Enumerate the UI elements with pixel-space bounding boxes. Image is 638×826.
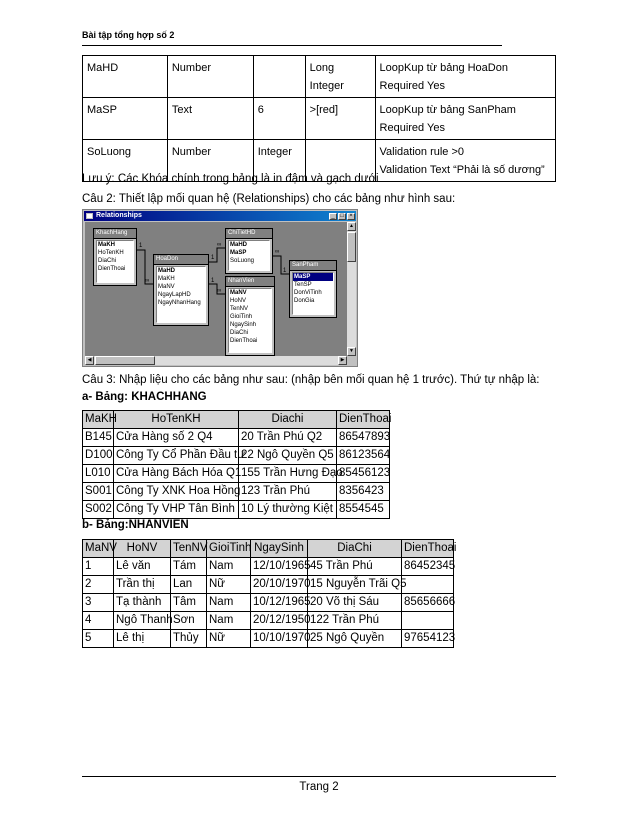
table-cell: 5 [83, 630, 114, 648]
column-header: NgaySinh [251, 540, 308, 558]
field-type-cell: Number [167, 56, 253, 98]
table-box-field[interactable]: MaKH [158, 276, 175, 282]
table-cell [402, 612, 454, 630]
field-name-cell: SoLuong [83, 140, 168, 182]
khachhang-row [83, 447, 390, 465]
khachhang-row [83, 483, 390, 501]
table-box-nhanvien[interactable] [225, 276, 275, 356]
cardinality-many-label: ∞ [217, 288, 222, 294]
table-cell: 2 [83, 576, 114, 594]
table-cell: 4 [83, 612, 114, 630]
table-cell: 45 Trần Phú [308, 558, 402, 576]
column-header: HoTenKH [114, 411, 239, 429]
field-name-cell: MaHD [83, 56, 168, 98]
field-row [83, 56, 556, 98]
table-cell: Ngô Thanh [114, 612, 171, 630]
table-cell: Nam [207, 612, 251, 630]
table-cell: Công Ty Cổ Phần Đầu tư [114, 447, 239, 465]
column-header: Diachi [239, 411, 337, 429]
table-cell: Lê thị [114, 630, 171, 648]
table-box-field[interactable]: MaSP [293, 273, 333, 281]
column-header: DiaChi [308, 540, 402, 558]
table-cell: Nữ [207, 576, 251, 594]
relationships-window [82, 209, 358, 367]
table-cell: Nam [207, 558, 251, 576]
field-notes-cell [375, 140, 555, 182]
field-size-cell: Integer [253, 140, 305, 182]
table-box-sanpham[interactable] [289, 260, 337, 318]
table-box-field[interactable]: TenNV [230, 306, 249, 312]
column-header: DienThoai [337, 411, 390, 429]
khachhang-heading: a- Bảng: KHACHHANG [82, 391, 207, 403]
field-format-cell [305, 98, 375, 140]
table-cell: 86123564 [337, 447, 390, 465]
table-header-row [83, 411, 390, 429]
table-cell: Cửa Hàng số 2 Q4 [114, 429, 239, 447]
field-definition-table [82, 55, 556, 182]
table-cell: Công Ty XNK Hoa Hồng [114, 483, 239, 501]
table-cell: Thủy [171, 630, 207, 648]
key-note: Lưu ý: Các Khóa chính trong bảng là in đậm và gạch dưới [82, 173, 379, 185]
table-box-title[interactable]: KhachHang [94, 229, 136, 239]
table-cell: Nam [207, 594, 251, 612]
table-box-title[interactable]: HoaDon [154, 255, 208, 265]
vertical-scroll-thumb[interactable] [347, 232, 356, 262]
table-cell: S001 [83, 483, 114, 501]
header-divider [82, 45, 502, 46]
field-notes-cell-line: Validation rule >0 [379, 146, 465, 158]
nhanvien-row [83, 594, 454, 612]
khachhang-row [83, 501, 390, 519]
table-box-field[interactable]: DonViTinh [294, 290, 322, 296]
column-header: MaNV [83, 540, 114, 558]
field-notes-cell-line: LoopKup từ bảng SanPham [379, 104, 516, 116]
table-cell: Công Ty VHP Tân Bình [114, 501, 239, 519]
table-cell: 12/10/1965 [251, 558, 308, 576]
table-cell: 22 Ngô Quyền Q5 [239, 447, 337, 465]
relationships-titlebar [84, 211, 356, 221]
scroll-up-icon[interactable]: ▲ [347, 222, 356, 231]
table-box-field[interactable]: SoLuong [230, 258, 255, 264]
table-box-khachhang[interactable] [93, 228, 137, 286]
table-box-field[interactable]: DienThoai [98, 266, 126, 272]
field-size-cell: 6 [253, 98, 305, 140]
table-cell: 8554545 [337, 501, 390, 519]
table-box-field[interactable]: NgayNhanHang [158, 300, 201, 306]
nhanvien-table [82, 539, 457, 648]
field-row [83, 98, 556, 140]
cardinality-one-label: 1 [211, 255, 215, 261]
nhanvien-row [83, 630, 454, 648]
nhanvien-heading: b- Bảng:NHANVIEN [82, 519, 189, 531]
table-cell: 1 [83, 558, 114, 576]
horizontal-scroll-thumb[interactable] [95, 356, 155, 365]
table-box-field-list[interactable] [292, 272, 334, 315]
horizontal-scrollbar[interactable] [85, 356, 347, 365]
table-cell: 86547893 [337, 429, 390, 447]
column-header: TenNV [171, 540, 207, 558]
minimize-button[interactable]: _ [329, 213, 337, 220]
table-cell: 123 Trần Phú [239, 483, 337, 501]
field-notes-cell-line: Required Yes [379, 122, 445, 134]
table-box-field[interactable]: GioiTinh [230, 314, 253, 320]
khachhang-table [82, 410, 390, 519]
table-box-field-list[interactable] [228, 288, 272, 353]
vertical-scrollbar[interactable] [347, 222, 356, 356]
table-cell: 3 [83, 594, 114, 612]
table-cell: Cửa Hàng Bách Hóa Q1 [114, 465, 239, 483]
table-cell: Tám [171, 558, 207, 576]
page-header-title: Bài tập tổng hợp số 2 [82, 30, 175, 40]
table-cell: Lê văn [114, 558, 171, 576]
table-box-field[interactable]: TenSP [294, 282, 312, 288]
field-format-cell-line: Integer [309, 80, 344, 92]
table-cell: 20 Trần Phú Q2 [239, 429, 337, 447]
scroll-right-icon[interactable]: ▶ [338, 356, 347, 365]
relationships-canvas [85, 222, 347, 356]
table-cell: 10/10/1970 [251, 630, 308, 648]
relationships-title: Relationships [96, 212, 142, 219]
table-box-title[interactable]: NhanVien [226, 277, 274, 287]
table-cell [402, 576, 454, 594]
scroll-down-icon[interactable]: ▼ [347, 347, 356, 356]
table-box-field[interactable]: MaHD [230, 242, 248, 248]
table-cell: 85656666 [402, 594, 454, 612]
column-header: HoNV [114, 540, 171, 558]
scroll-left-icon[interactable]: ◀ [85, 356, 94, 365]
table-box-field[interactable]: DienThoai [230, 338, 258, 344]
table-box-field[interactable]: MaNV [158, 284, 175, 290]
field-notes-cell [375, 98, 555, 140]
table-cell: 10/12/1965 [251, 594, 308, 612]
question-3: Câu 3: Nhập liệu cho các bảng như sau: (nhập bên mối quan hệ 1 trước). Thứ tự nhập là: [82, 374, 540, 386]
table-box-field[interactable]: MaHD [158, 268, 176, 274]
table-box-title[interactable]: ChiTietHD [226, 229, 272, 239]
table-box-field[interactable]: NgayLapHD [158, 292, 191, 298]
field-notes-cell [375, 56, 555, 98]
table-box-field-list[interactable] [156, 266, 206, 323]
table-cell: 85456123 [337, 465, 390, 483]
field-format-cell-line: Long [309, 62, 335, 74]
field-notes-cell-line: LoopKup từ bảng HoaDon [379, 62, 508, 74]
table-box-field-list[interactable] [96, 240, 134, 283]
relationship-line[interactable] [273, 256, 289, 274]
table-cell: D100 [83, 447, 114, 465]
nhanvien-row [83, 576, 454, 594]
table-box-field[interactable]: MaKH [98, 242, 116, 248]
table-cell: 122 Trần Phú [308, 612, 402, 630]
table-cell: Trần thị [114, 576, 171, 594]
column-header: MaKH [83, 411, 114, 429]
table-cell: 20 Võ thị Sáu [308, 594, 402, 612]
column-header: DienThoai [402, 540, 454, 558]
table-cell: Lan [171, 576, 207, 594]
cardinality-many-label: ∞ [275, 249, 280, 255]
table-cell: 20/10/1970 [251, 576, 308, 594]
table-cell: Sơn [171, 612, 207, 630]
field-type-cell: Number [167, 140, 253, 182]
table-cell: B145 [83, 429, 114, 447]
table-box-hoadon[interactable] [153, 254, 209, 326]
footer-divider [82, 776, 556, 777]
table-box-field[interactable]: HoTenKH [98, 250, 124, 256]
column-header: GioiTinh [207, 540, 251, 558]
table-box-field[interactable]: MaNV [230, 290, 247, 296]
table-cell: 155 Trần Hưng Đạo [239, 465, 337, 483]
field-format-cell [305, 56, 375, 98]
close-button[interactable]: × [347, 213, 355, 220]
cardinality-many-label: ∞ [145, 278, 150, 284]
table-box-title[interactable]: SanPham [290, 261, 336, 271]
field-name-cell: MaSP [83, 98, 168, 140]
page-number: Trang 2 [299, 781, 339, 793]
table-cell: Tâm [171, 594, 207, 612]
table-cell: S002 [83, 501, 114, 519]
table-cell: 86452345 [402, 558, 454, 576]
table-box-field[interactable]: DiaChi [98, 258, 117, 264]
field-notes-cell-line: Required Yes [379, 80, 445, 92]
table-box-field-list[interactable] [228, 240, 270, 271]
maximize-button[interactable]: □ [338, 213, 346, 220]
table-cell: Tạ thành [114, 594, 171, 612]
table-cell: Nữ [207, 630, 251, 648]
window-system-icon[interactable] [86, 213, 93, 219]
field-format-cell-line: >[red] [309, 104, 339, 116]
table-cell: 15 Nguyễn Trãi Q5 [308, 576, 402, 594]
table-box-field[interactable]: MaSP [230, 250, 247, 256]
field-format-cell-line [310, 143, 371, 161]
cardinality-one-label: 1 [283, 268, 287, 274]
field-notes-cell-line: Validation Text “Phải là số dương” [379, 164, 545, 176]
table-cell: 20/12/1950 [251, 612, 308, 630]
nhanvien-row [83, 558, 454, 576]
field-type-cell: Text [167, 98, 253, 140]
table-box-field[interactable]: HoNV [230, 298, 247, 304]
table-cell: 10 Lý thường Kiệt [239, 501, 337, 519]
cardinality-many-label: ∞ [217, 242, 222, 248]
khachhang-row [83, 465, 390, 483]
table-box-field[interactable]: DiaChi [230, 330, 249, 336]
table-cell: L010 [83, 465, 114, 483]
nhanvien-row [83, 612, 454, 630]
table-box-field[interactable]: NgaySinh [230, 322, 257, 328]
question-2: Câu 2: Thiết lập mối quan hệ (Relationships) cho các bảng như hình sau: [82, 193, 456, 205]
table-box-chitiethd[interactable] [225, 228, 273, 274]
table-box-field[interactable]: DonGia [294, 298, 315, 304]
cardinality-one-label: 1 [211, 278, 215, 284]
table-cell: 25 Ngô Quyền [308, 630, 402, 648]
table-cell: 97654123 [402, 630, 454, 648]
field-size-cell [253, 56, 305, 98]
cardinality-one-label: 1 [139, 243, 143, 249]
table-header-row [83, 540, 454, 558]
table-cell: 8356423 [337, 483, 390, 501]
khachhang-row [83, 429, 390, 447]
